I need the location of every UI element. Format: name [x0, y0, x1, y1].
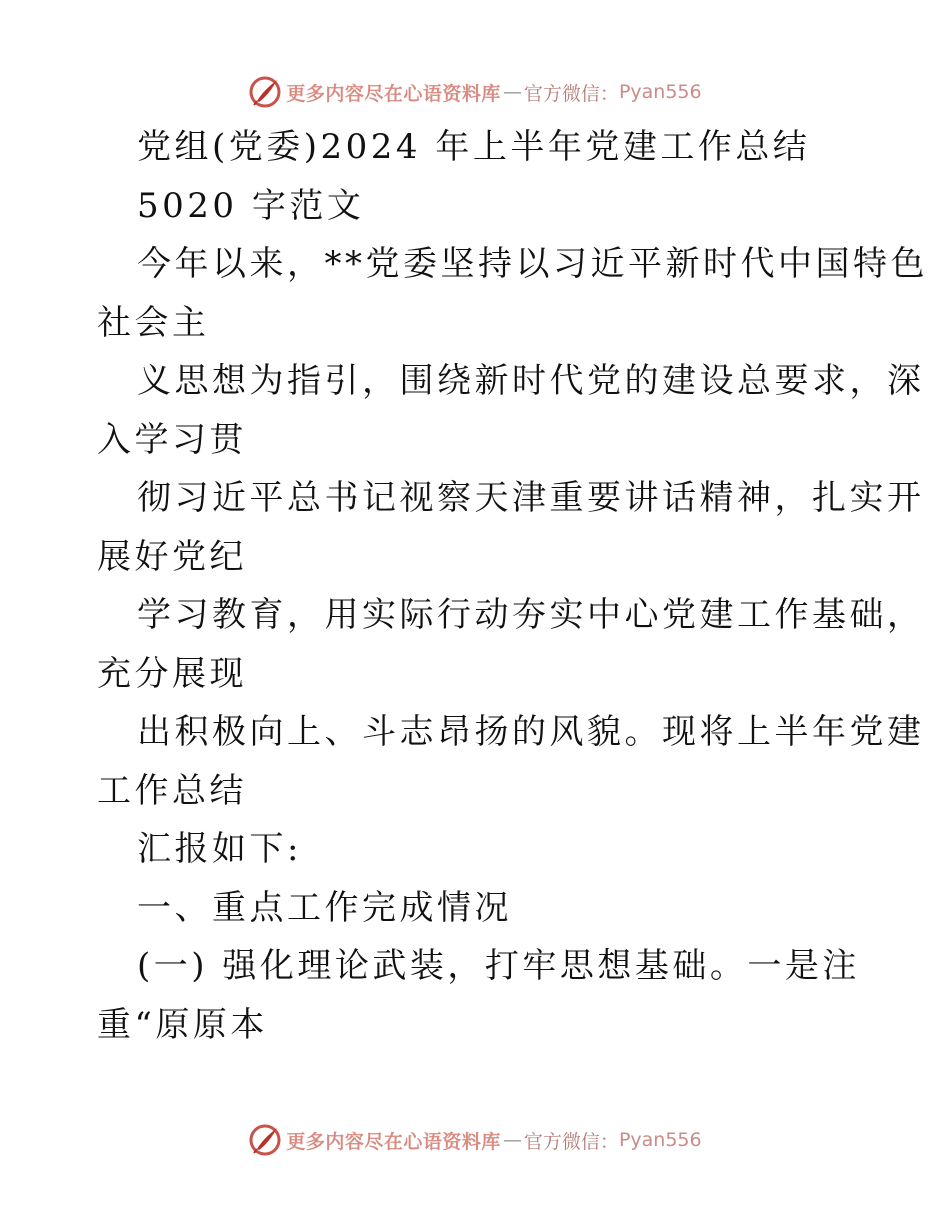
watermark-wechat-label: 官方微信：	[523, 82, 619, 105]
text-line: 展好党纪	[97, 536, 247, 577]
text-line: 义思想为指引，围绕新时代党的建设总要求，深	[137, 361, 925, 401]
watermark-dash: —	[502, 81, 522, 103]
text-line: 工作总结	[97, 770, 247, 811]
document-body	[97, 118, 928, 1054]
text-line: 入学习贯	[97, 419, 247, 460]
document-title: 党组(党委)2024 年上半年党建工作总结	[137, 127, 811, 167]
watermark-banner-top	[0, 72, 950, 112]
subsection-heading: (一) 强化理论武装，打牢思想基础。一是注	[137, 946, 860, 986]
section-heading: 一、重点工作完成情况	[137, 887, 512, 928]
text-line: 今年以来，**党委坚持以习近平新时代中国特色	[137, 244, 928, 284]
quill-logo-icon	[248, 75, 282, 109]
watermark-dash: —	[502, 1129, 522, 1151]
text-line: 重“原原本	[97, 1004, 268, 1045]
text-line: 彻习近平总书记视察天津重要讲话精神，扎实开	[137, 478, 925, 518]
quill-logo-icon	[248, 1123, 282, 1157]
text-line: 出积极向上、斗志昂扬的风貌。现将上半年党建	[137, 712, 925, 752]
text-line: 汇报如下:	[137, 829, 302, 869]
document-subtitle: 5020 字范文	[137, 185, 365, 226]
text-line: 社会主	[97, 302, 210, 343]
watermark-wechat-id: Pyan556	[618, 81, 702, 103]
watermark-banner-bottom	[0, 1120, 950, 1160]
watermark-wechat-id: Pyan556	[618, 1129, 702, 1151]
watermark-site-text: 更多内容尽在心语资料库	[286, 1130, 501, 1153]
text-line: 充分展现	[97, 653, 247, 694]
watermark-wechat-label: 官方微信：	[523, 1130, 619, 1153]
watermark-site-text: 更多内容尽在心语资料库	[286, 82, 501, 105]
text-line: 学习教育，用实际行动夯实中心党建工作基础，	[137, 595, 925, 635]
